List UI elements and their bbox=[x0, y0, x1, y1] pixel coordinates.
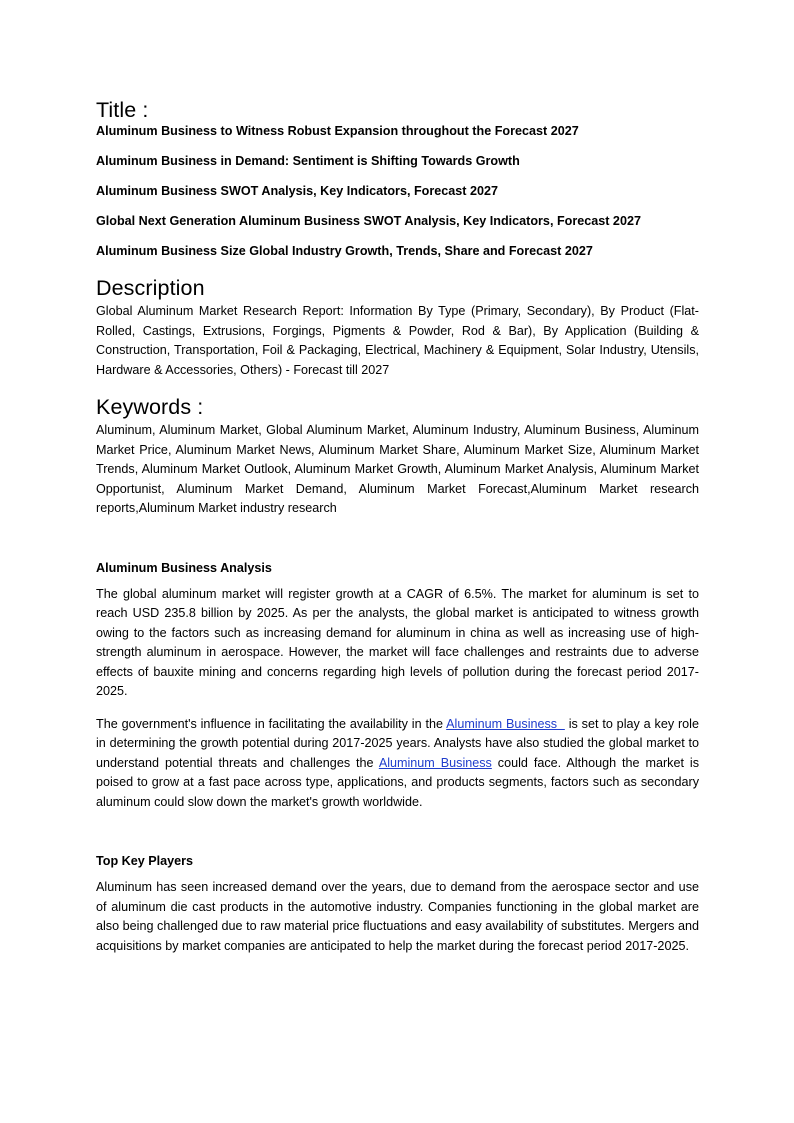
top-key-players-text: Aluminum has seen increased demand over the years, due to demand from the aerospace sector and use of aluminum die cast products in the automotive industry. Companies functioning in the global market are also being challenged due to raw material price fluctuations and easy availability of substitutes. Mergers and acquisitions by market companies are anticipated to help the market during the forecast period 2017-2025. bbox=[96, 880, 699, 953]
document-page bbox=[96, 96, 699, 969]
description-heading: Description bbox=[96, 276, 205, 300]
spacer bbox=[96, 825, 699, 853]
title-line-2: Aluminum Business in Demand: Sentiment is Shifting Towards Growth bbox=[96, 154, 520, 168]
title-heading: Title : bbox=[96, 98, 149, 122]
aluminum-business-link-1[interactable]: Aluminum Business bbox=[446, 716, 565, 731]
analysis-paragraph-2-part-1: The government's influence in facilitating the availability in the bbox=[96, 716, 447, 731]
analysis-paragraph-1: The global aluminum market will register growth at a CAGR of 6.5%. The market for aluminum is set to reach USD 235.8 billion by 2025. As per the analysts, the global market is anticipated to witness growth owing to the factors such as increasing demand for aluminum in china as well as increasing use of high-strength aluminum in aerospace. However, the market will face challenges and restraints due to adverse effects of bauxite mining and concerns regarding high levels of pollution during the forecast period 2017-2025. bbox=[96, 586, 699, 698]
description-text: Global Aluminum Market Research Report: Information By Type (Primary, Secondary), By Product (Flat-Rolled, Castings, Extrusions, Forgings, Pigments & Powder, Rod & Bar), By Application (Building & Construction, Transportation, Foil & Packaging, Electrical, Machinery & Equipment, Solar Industry, Utensils, Hardware & Accessories, Others) - Forecast till 2027 bbox=[96, 304, 699, 377]
top-key-players-heading: Top Key Players bbox=[96, 854, 194, 868]
spacer bbox=[96, 532, 699, 560]
title-line-3: Aluminum Business SWOT Analysis, Key Indicators, Forecast 2027 bbox=[96, 184, 498, 198]
analysis-paragraph-2 bbox=[96, 715, 699, 813]
keywords-heading: Keywords : bbox=[96, 395, 204, 419]
analysis-paragraph-2-part-3: could face. Although the market is poised to grow at a fast pace across type, applications, and products segments, factors such as secondary aluminum could slow down the market's growth worldwide. bbox=[96, 755, 699, 809]
title-line-4: Global Next Generation Aluminum Business SWOT Analysis, Key Indicators, Forecast 2027 bbox=[96, 214, 641, 228]
analysis-paragraph-2-part-2: is set to play a key role in determining the growth potential during 2017-2025 years. Analysts have also studied the global market to understand potential threats and challenges the bbox=[96, 716, 699, 770]
keywords-text: Aluminum, Aluminum Market, Global Aluminum Market, Aluminum Industry, Aluminum Business, Aluminum Market Price, Aluminum Market News, Aluminum Market Share, Aluminum Market Size, Aluminum Market Trends, Aluminum Market Outlook, Aluminum Market Growth, Aluminum Market Analysis, Aluminum Market Opportunist, Aluminum Market Demand, Aluminum Market Forecast,Aluminum Market research reports,Aluminum Market industry research bbox=[96, 423, 699, 515]
title-line-1: Aluminum Business to Witness Robust Expansion throughout the Forecast 2027 bbox=[96, 124, 579, 138]
title-line-5: Aluminum Business Size Global Industry Growth, Trends, Share and Forecast 2027 bbox=[96, 244, 593, 258]
analysis-heading: Aluminum Business Analysis bbox=[96, 560, 272, 575]
aluminum-business-link-2[interactable]: Aluminum Business bbox=[378, 755, 492, 770]
